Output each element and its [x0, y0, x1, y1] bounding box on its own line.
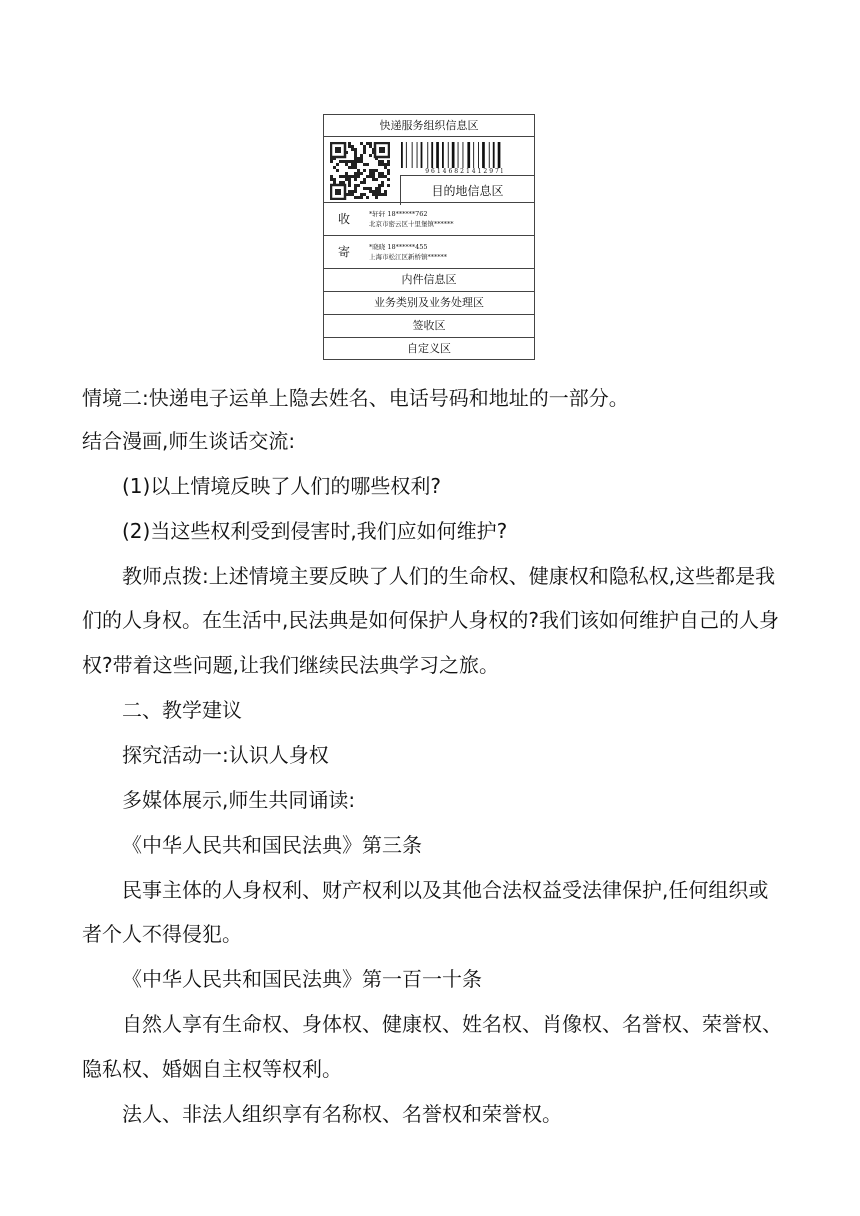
recipient-info — [369, 209, 454, 229]
waybill-figure — [323, 114, 535, 360]
sender-name-phone: *晓晓 18******455 — [369, 243, 428, 251]
barcode-icon — [400, 142, 530, 168]
sender-info — [369, 242, 447, 262]
section-heading: 二、教学建议 — [122, 698, 242, 722]
law-article-110-title: 《中华人民共和国民法典》第一百一十条 — [122, 967, 482, 991]
destination-area: 目的地信息区 — [400, 175, 534, 205]
law-article-110-line-3: 法人、非法人组织享有名称权、名誉权和荣誉权。 — [122, 1102, 562, 1126]
custom-row: 自定义区 — [407, 342, 451, 355]
sender-row — [324, 236, 534, 269]
law-article-110-line-1: 自然人享有生命权、身体权、健康权、姓名权、肖像权、名誉权、荣誉权、 — [122, 1012, 782, 1036]
activity-heading: 探究活动一:认识人身权 — [122, 743, 329, 767]
recipient-address: 北京市密云区十里堡镇****** — [369, 220, 454, 228]
law-article-110-line-2: 隐私权、婚姻自主权等权利。 — [82, 1057, 342, 1081]
sender-tag: 寄 — [337, 245, 350, 259]
waybill-header: 快递服务组织信息区 — [324, 115, 534, 137]
recipient-name-phone: *轩轩 18******762 — [369, 210, 428, 218]
law-article-3-title: 《中华人民共和国民法典》第三条 — [122, 833, 422, 857]
contents-info-row: 内件信息区 — [324, 269, 534, 292]
qr-code-icon — [330, 142, 390, 200]
recipient-tag: 收 — [337, 212, 350, 226]
teacher-note-line-2: 们的人身权。在生活中,民法典是如何保护人身权的?我们该如何维护自己的人身 — [82, 608, 779, 632]
waybill-code-area — [324, 137, 534, 203]
signature-row: 签收区 — [324, 315, 534, 338]
business-type-row: 业务类别及业务处理区 — [324, 292, 534, 315]
law-article-3-line-1: 民事主体的人身权利、财产权利以及其他合法权益受法律保护,任何组织或 — [122, 878, 769, 902]
law-article-3-line-2: 者个人不得侵犯。 — [82, 922, 242, 946]
sender-address: 上海市松江区新桥镇****** — [369, 253, 447, 261]
recipient-row — [324, 203, 534, 236]
discussion-intro: 结合漫画,师生谈话交流: — [82, 429, 296, 453]
teacher-note-line-1: 教师点拨:上述情境主要反映了人们的生命权、健康权和隐私权,这些都是我 — [122, 564, 776, 588]
question-2: (2)当这些权利受到侵害时,我们应如何维护? — [122, 519, 508, 543]
teacher-note-line-3: 权?带着这些问题,让我们继续民法典学习之旅。 — [82, 653, 499, 677]
barcode-number: 9614682141297l — [425, 168, 505, 175]
question-1: (1)以上情境反映了人们的哪些权利? — [122, 474, 441, 498]
scenario-two-text: 情境二:快递电子运单上隐去姓名、电话号码和地址的一部分。 — [82, 386, 629, 410]
media-intro: 多媒体展示,师生共同诵读: — [122, 788, 356, 812]
